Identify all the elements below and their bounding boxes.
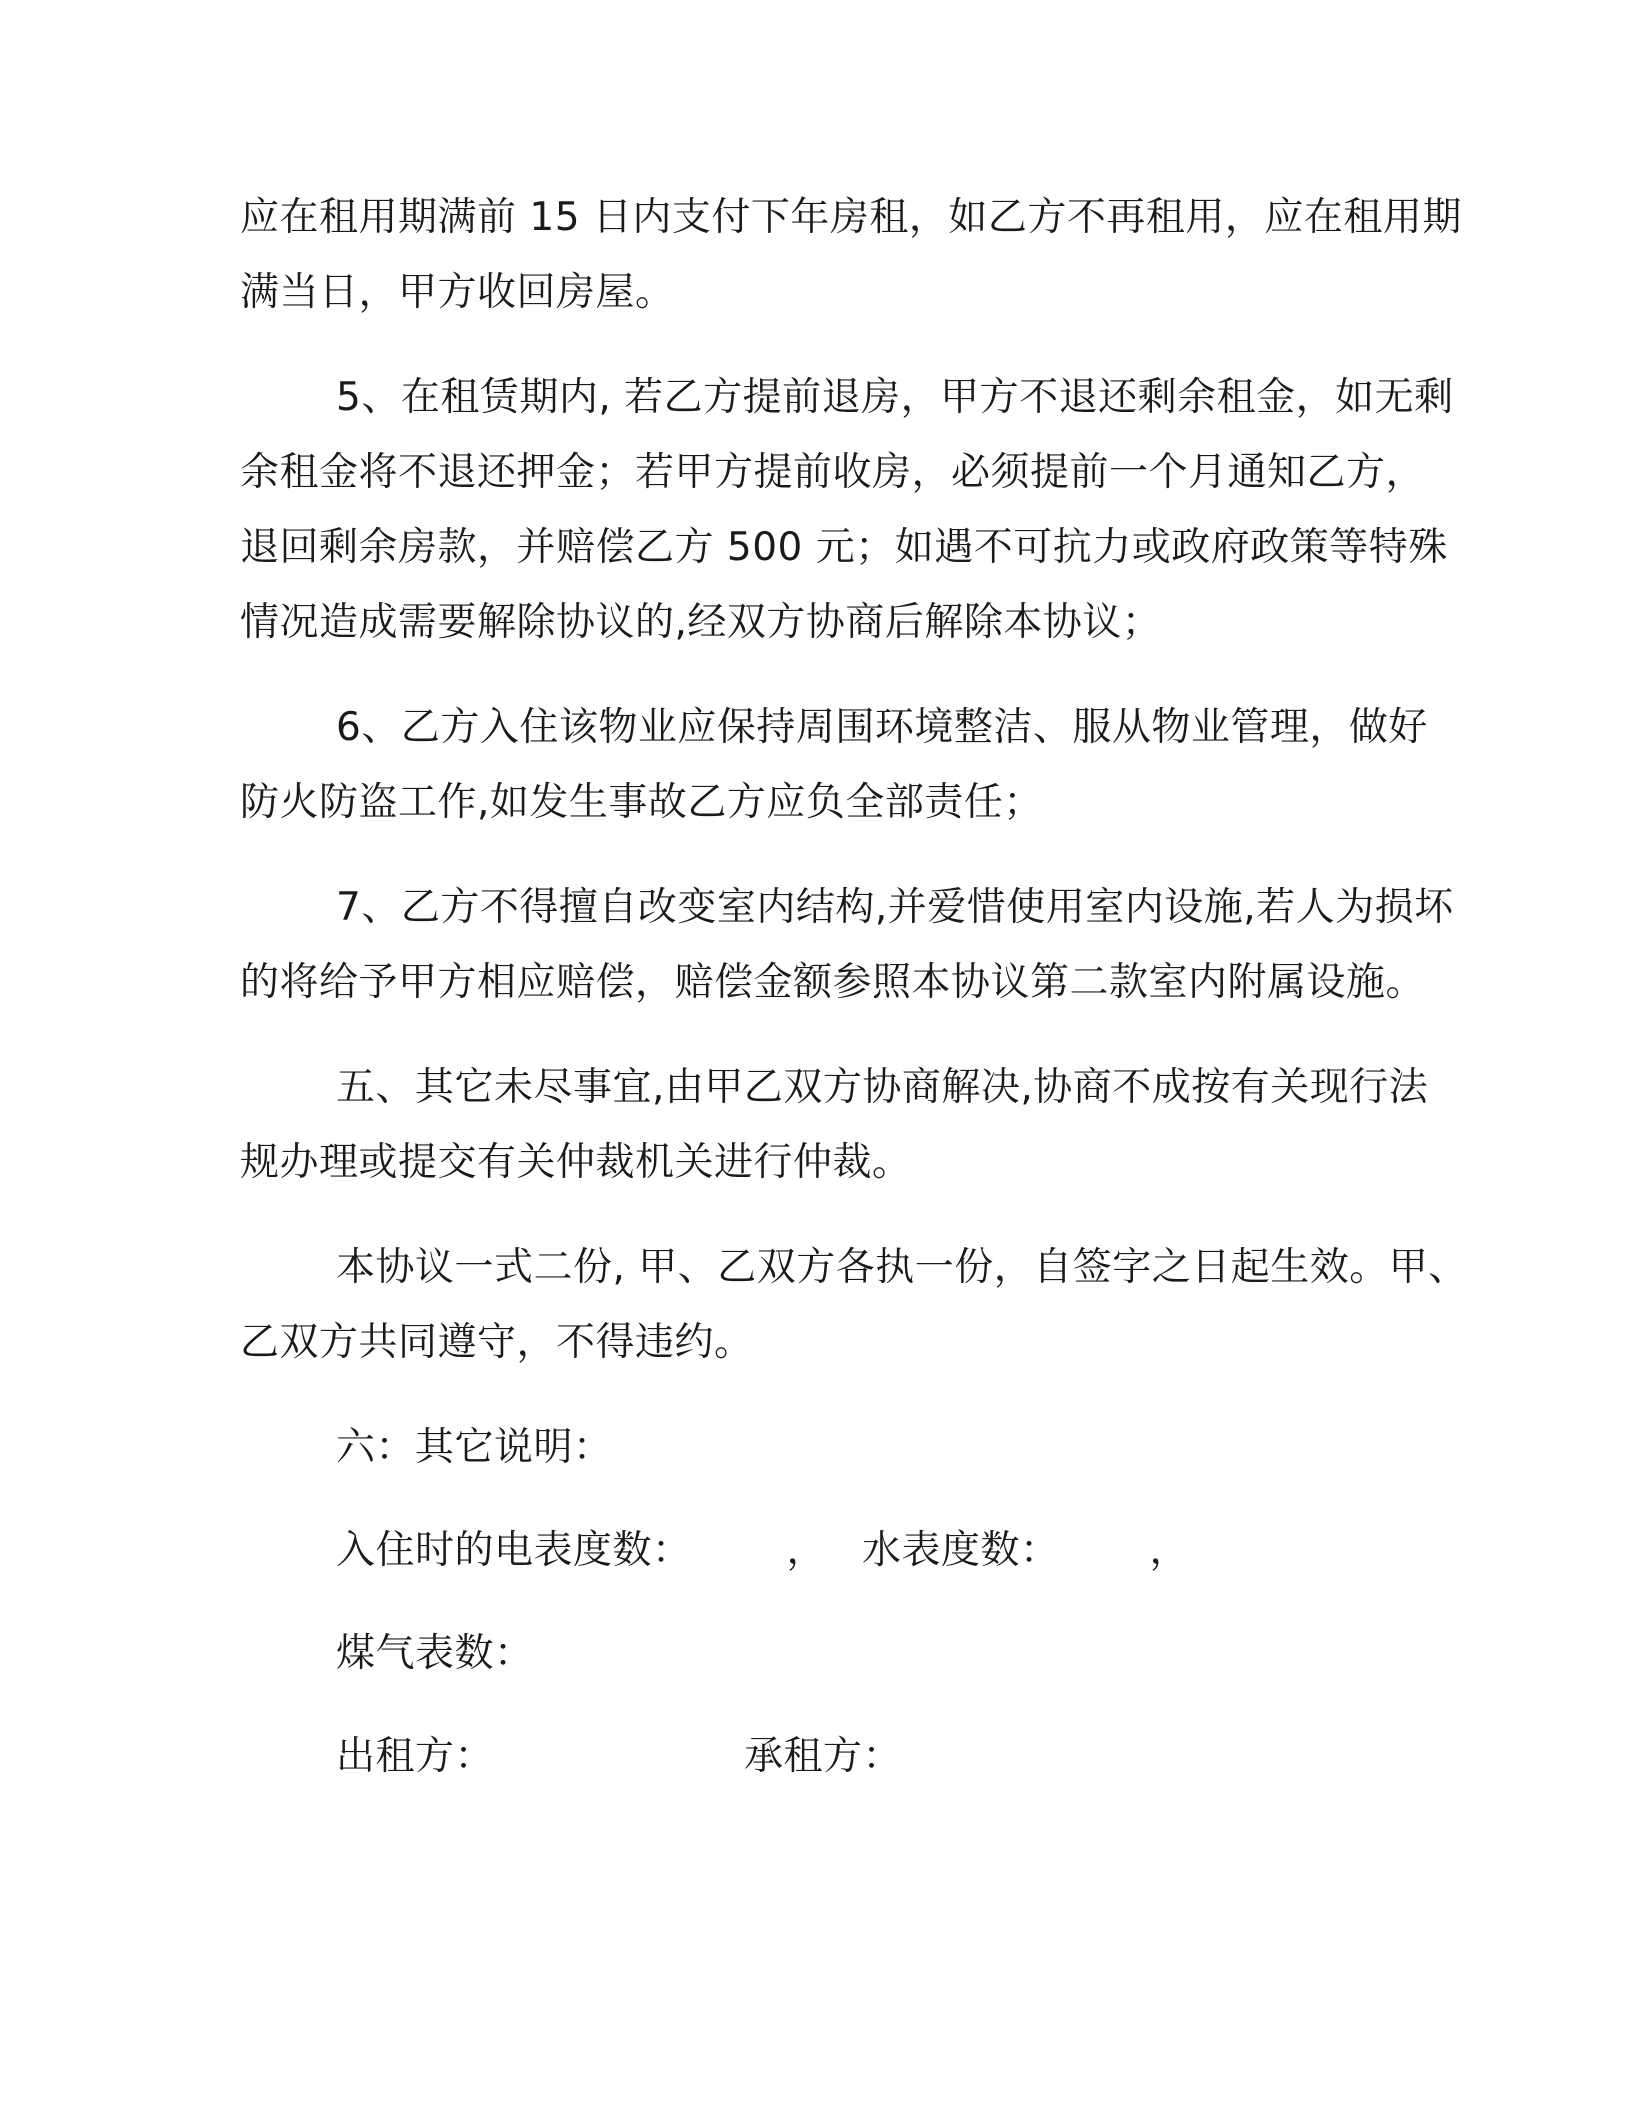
signature-row [240, 1719, 1390, 1794]
clause-5-line-4: 情况造成需要解除协议的,经双方协商后解除本协议； [240, 600, 1162, 645]
comma-separator: ， [1149, 1528, 1190, 1573]
copies-line-1: 本协议一式二份, 甲、乙双方各执一份，自签字之日起生效。甲、 [336, 1245, 1468, 1290]
section-six-heading: 六：其它说明： [336, 1425, 613, 1470]
clause-7-line-2: 的将给予甲方相应赔偿，赔偿金额参照本协议第二款室内附属设施。 [240, 960, 1426, 1005]
lessee-label: 承租方： [744, 1734, 903, 1779]
clause-5-line-1: 5、在租赁期内, 若乙方提前退房，甲方不退还剩余租金，如无剩 [336, 375, 1454, 420]
clause-7-line-1: 7、乙方不得擅自改变室内结构,并爱惜使用室内设施,若人为损坏 [336, 885, 1454, 930]
copies-line-2: 乙双方共同遵守，不得违约。 [240, 1320, 754, 1365]
clause-6-line-1: 6、乙方入住该物业应保持周围环境整洁、服从物业管理，做好 [336, 705, 1428, 750]
document-page [240, 180, 1468, 1794]
clause-5-line-3: 退回剩余房款，并赔偿乙方 500 元；如遇不可抗力或政府政策等特殊 [240, 525, 1448, 570]
continued-line-1: 应在租用期满前 15 日内支付下年房租，如乙方不再租用，应在租用期 [240, 195, 1462, 240]
continued-line-2: 满当日，甲方收回房屋。 [240, 270, 675, 315]
section-five-line-2: 规办理或提交有关仲裁机关进行仲裁。 [240, 1140, 912, 1185]
electric-meter-label: 入住时的电表度数： [336, 1528, 692, 1573]
water-meter-label: 水表度数： [862, 1528, 1060, 1573]
clause-6-line-2: 防火防盗工作,如发生事故乙方应负全部责任； [240, 780, 1043, 825]
clause-5-line-2: 余租金将不退还押金；若甲方提前收房，必须提前一个月通知乙方， [240, 450, 1426, 495]
gas-meter-label: 煤气表数： [336, 1631, 534, 1676]
lessor-label: 出租方： [336, 1734, 495, 1779]
section-five-line-1: 五、其它未尽事宜,由甲乙双方协商解决,协商不成按有关现行法 [336, 1065, 1429, 1110]
comma-separator: ， [786, 1528, 827, 1573]
meter-readings-row [240, 1513, 1390, 1588]
